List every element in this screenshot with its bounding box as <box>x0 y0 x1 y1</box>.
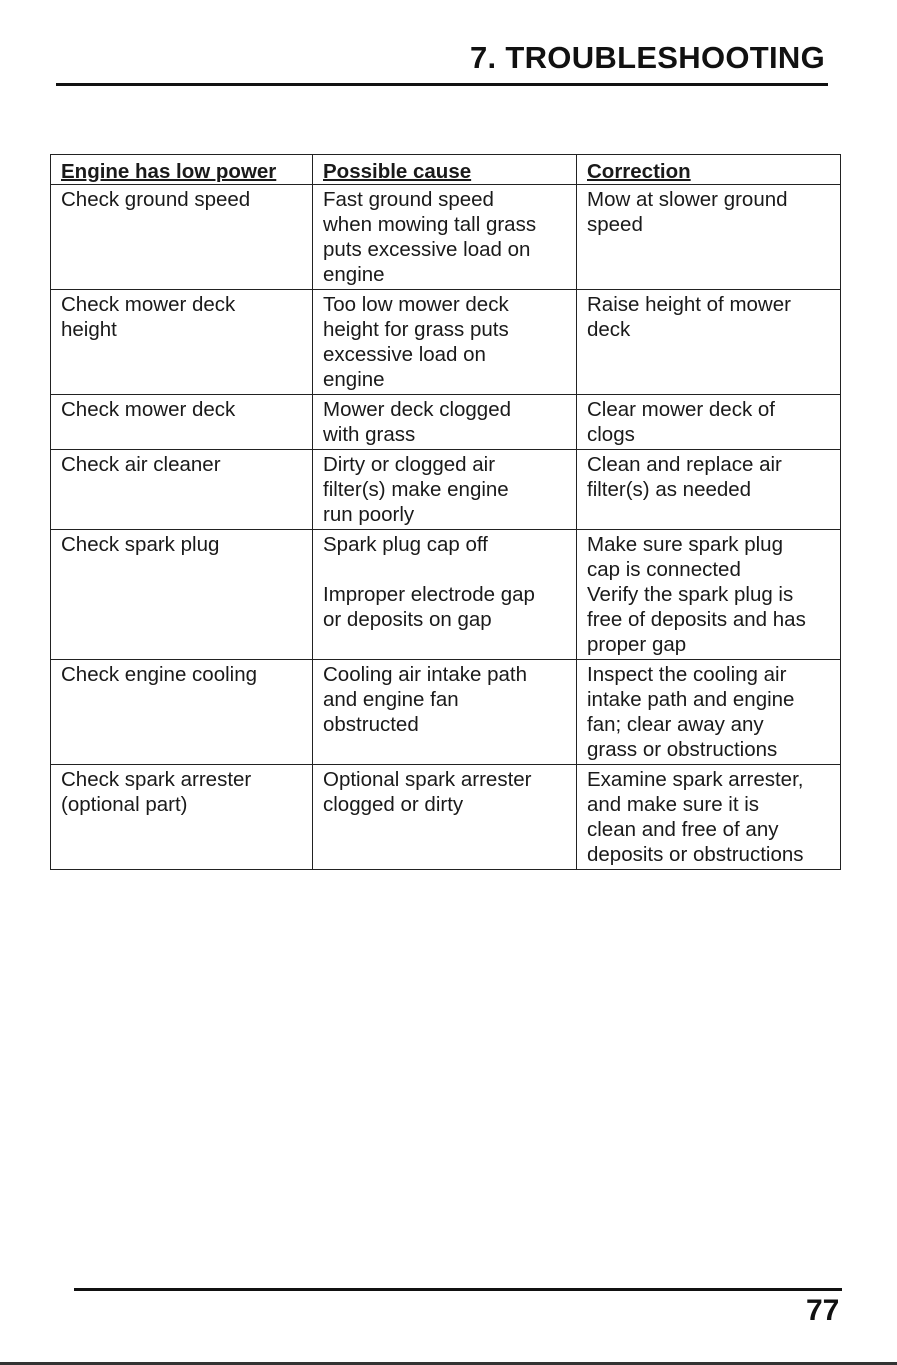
check-cell: Check spark arrester (optional part) <box>51 765 313 870</box>
correction-cell: Clean and replace air filter(s) as needed <box>577 450 841 530</box>
correction-cell: Make sure spark plug cap is connected Verify the spark plug is free of deposits and has proper gap <box>577 530 841 660</box>
cause-cell: Mower deck clogged with grass <box>313 395 577 450</box>
correction-cell: Clear mower deck of clogs <box>577 395 841 450</box>
footer-rule <box>74 1288 842 1291</box>
correction-cell: Raise height of mower deck <box>577 290 841 395</box>
header-rule <box>56 83 828 86</box>
cause-cell: Dirty or clogged air filter(s) make engine run poorly <box>313 450 577 530</box>
cause-cell: Fast ground speed when mowing tall grass puts excessive load on engine <box>313 185 577 290</box>
check-cell: Check mower deck height <box>51 290 313 395</box>
table-row <box>51 290 841 395</box>
check-cell: Check mower deck <box>51 395 313 450</box>
cause-cell: Spark plug cap off Improper electrode gap or deposits on gap <box>313 530 577 660</box>
column-header-cause: Possible cause <box>313 155 577 185</box>
table-row <box>51 185 841 290</box>
cause-cell: Too low mower deck height for grass puts excessive load on engine <box>313 290 577 395</box>
column-header-symptom: Engine has low power <box>51 155 313 185</box>
correction-cell: Mow at slower ground speed <box>577 185 841 290</box>
table-row <box>51 395 841 450</box>
page-number: 77 <box>806 1294 840 1327</box>
cause-cell: Optional spark arrester clogged or dirty <box>313 765 577 870</box>
check-cell: Check spark plug <box>51 530 313 660</box>
table-row <box>51 530 841 660</box>
correction-cell: Inspect the cooling air intake path and engine fan; clear away any grass or obstructions <box>577 660 841 765</box>
cause-cell: Cooling air intake path and engine fan obstructed <box>313 660 577 765</box>
column-header-correction: Correction <box>577 155 841 185</box>
table-header-row <box>51 155 841 185</box>
check-cell: Check ground speed <box>51 185 313 290</box>
page-title: 7. TROUBLESHOOTING <box>470 40 826 75</box>
table-row <box>51 450 841 530</box>
correction-cell: Examine spark arrester, and make sure it is clean and free of any deposits or obstructions <box>577 765 841 870</box>
troubleshooting-table <box>50 154 841 870</box>
check-cell: Check air cleaner <box>51 450 313 530</box>
table-row <box>51 660 841 765</box>
table-row <box>51 765 841 870</box>
check-cell: Check engine cooling <box>51 660 313 765</box>
